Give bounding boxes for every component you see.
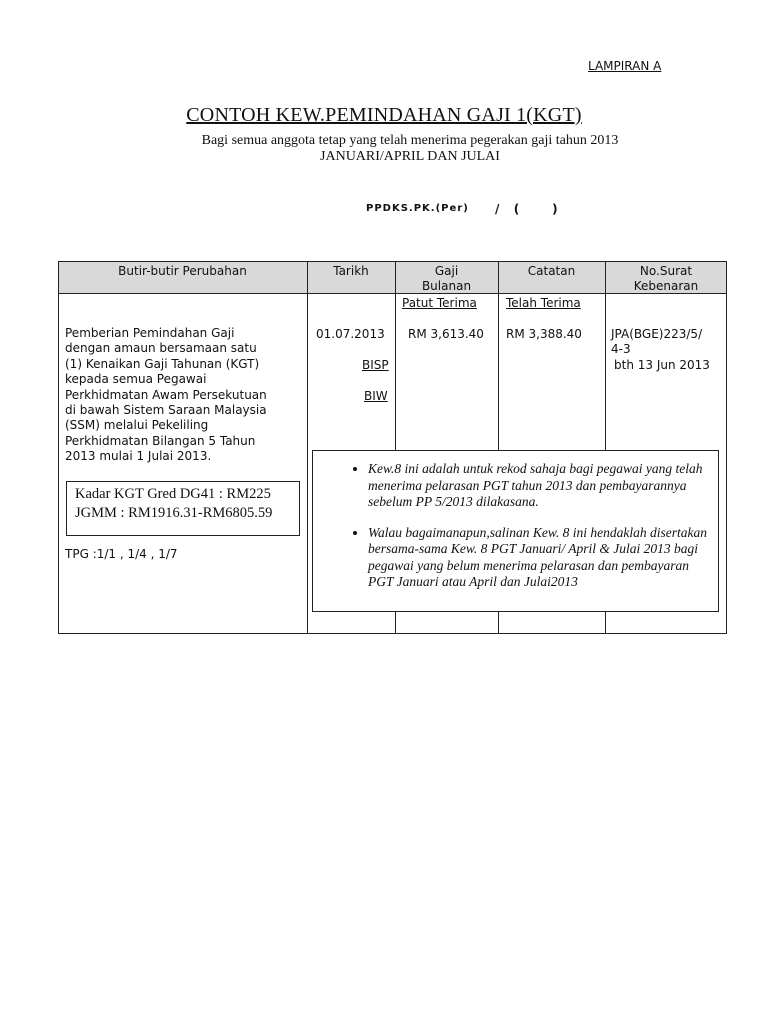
header-gaji [395, 264, 498, 294]
kgt-rate-line-2: JGMM : RM1916.31-RM6805.59 [75, 505, 273, 521]
description-line: 2013 mulai 1 Julai 2013. [65, 449, 212, 464]
reference-number: PPDKS.PK.(Per) [366, 203, 469, 214]
subheader-telah-terima: Telah Terima [506, 296, 581, 310]
header-tarikh: Tarikh [333, 264, 369, 278]
subtitle-line-1: Bagi semua anggota tetap yang telah menerima pegerakan gaji tahun 2013 [201, 133, 619, 148]
description-line: kepada semua Pegawai [65, 372, 207, 387]
bisp-label: BISP [362, 358, 389, 372]
header-surat [605, 264, 727, 294]
subheader-patut-terima: Patut Terima [402, 296, 477, 310]
header-surat-line-2: Kebenaran [633, 279, 699, 293]
note-item: • Walau bagaimanapun,salinan Kew. 8 ini hendaklah disertakan bersama-sama Kew. 8 PGT Januari/ April & Julai 2013 bagi pegawai yang belum menerima pelarasan dan pembayaran PGT Januari atau April dan Julai2013 [368, 525, 708, 591]
description-line: (SSM) melalui Pekeliling [65, 418, 209, 433]
document-title: CONTOH KEW.PEMINDAHAN GAJI 1(KGT) [186, 104, 582, 126]
description-line: (1) Kenaikan Gaji Tahunan (KGT) [65, 356, 260, 371]
description-line: Perkhidmatan Bilangan 5 Tahun [65, 433, 256, 448]
kgt-rate-box [66, 481, 300, 536]
subtitle-line-2: JANUARI/APRIL DAN JULAI [320, 149, 500, 164]
change-description [65, 326, 305, 465]
header-gaji-line-2: Bulanan [421, 279, 472, 293]
note-list [345, 461, 708, 591]
document-subtitle [0, 133, 768, 165]
description-line: Pemberian Pemindahan Gaji [65, 326, 235, 340]
header-surat-line-1: No.Surat [639, 264, 693, 278]
description-line: Perkhidmatan Awam Persekutuan [65, 387, 267, 402]
description-line: di bawah Sistem Saraan Malaysia [65, 403, 267, 418]
note-box [312, 450, 719, 612]
note-item: • Kew.8 ini adalah untuk rekod sahaja bagi pegawai yang telah menerima pelarasan PGT tahun 2013 dan pembayarannya sebelum PP 5/2013 dilakasana. [368, 461, 708, 511]
telah-terima-amount: RM 3,388.40 [506, 327, 582, 341]
description-line: dengan amaun bersamaan satu [65, 341, 257, 356]
approval-letter-line-1: JPA(BGE)223/5/ [611, 327, 703, 341]
header-catatan: Catatan [527, 264, 576, 278]
header-gaji-line-1: Gaji [434, 264, 459, 278]
column-divider [307, 261, 308, 634]
reference-blank: / ( ) [495, 202, 560, 216]
patut-terima-amount: RM 3,613.40 [408, 327, 484, 341]
approval-letter-line-2: 4-3 [611, 342, 631, 356]
tpg-label: TPG :1/1 , 1/4 , 1/7 [65, 547, 178, 561]
biw-label: BIW [364, 389, 388, 403]
lampiran-label: LAMPIRAN A [588, 59, 662, 73]
kgt-rate-line-1: Kadar KGT Gred DG41 : RM225 [75, 486, 271, 502]
approval-letter-date: bth 13 Jun 2013 [614, 358, 710, 372]
header-butir: Butir-butir Perubahan [118, 264, 247, 278]
effective-date: 01.07.2013 [316, 327, 385, 341]
